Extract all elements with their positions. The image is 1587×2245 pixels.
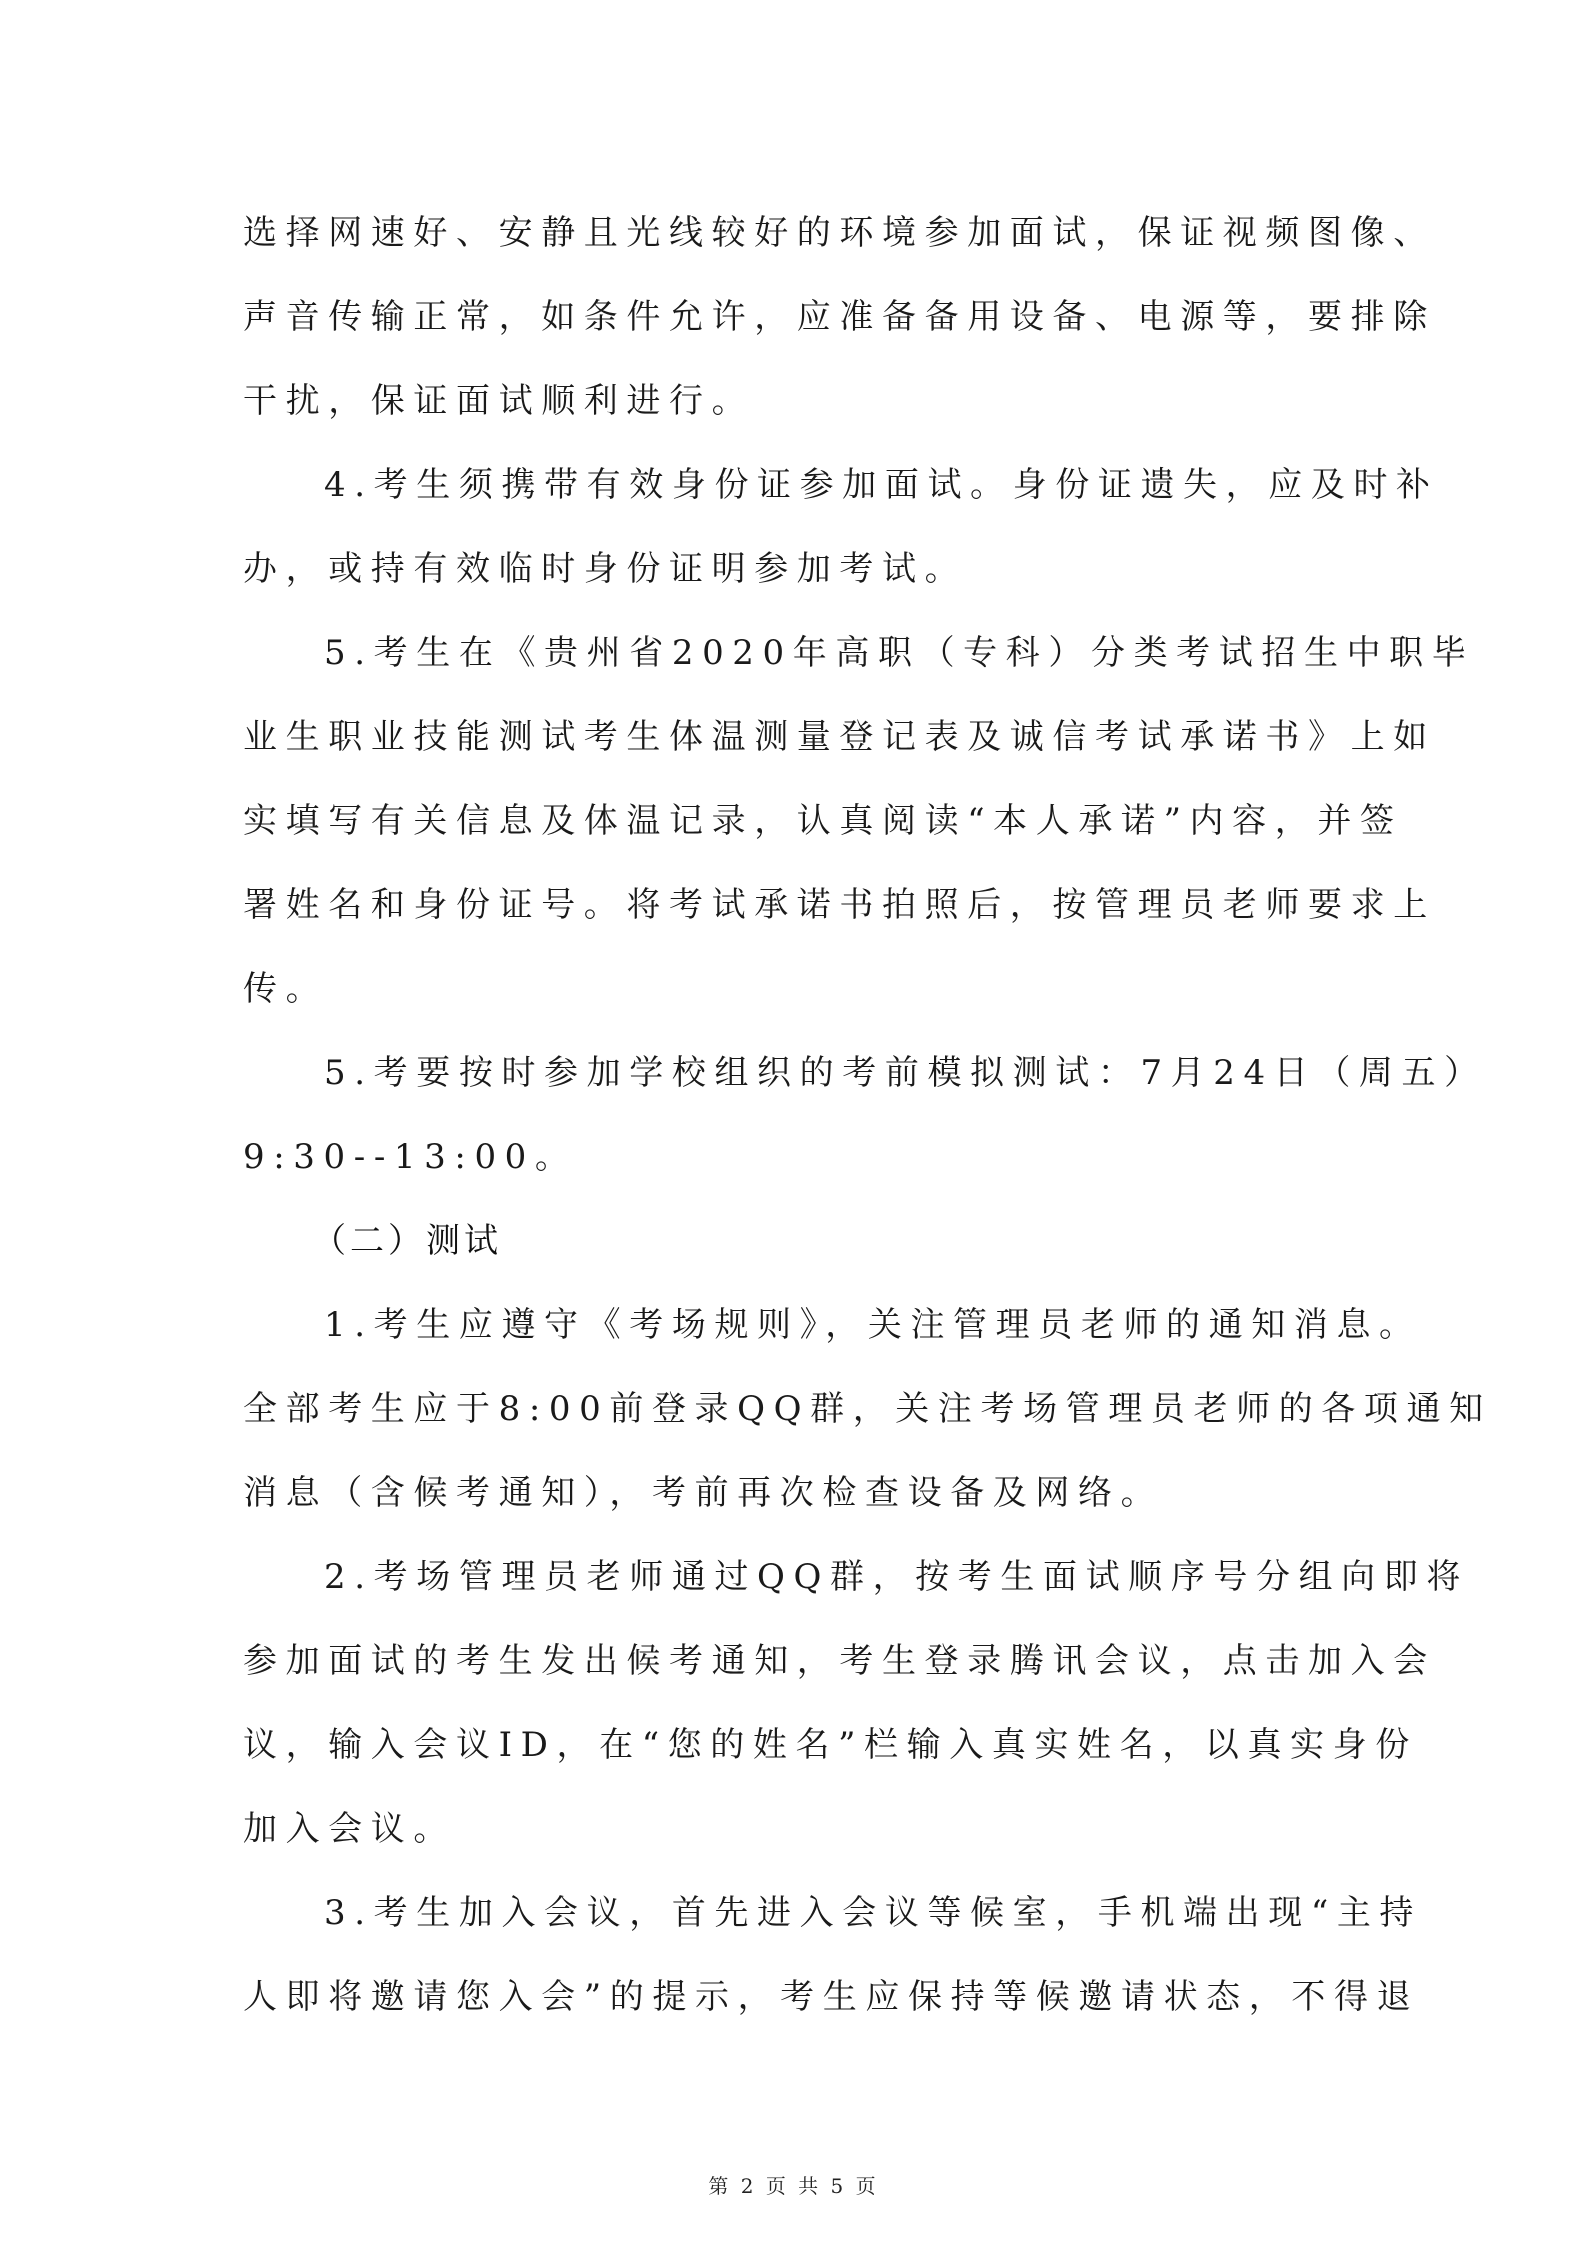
text-line: 3.考生加入会议，首先进入会议等候室，手机端出现“主持 [324,1893,1423,1933]
page-number: 第 2 页 共 5 页 [708,2174,879,2198]
text-line: 署姓名和身份证号。将考试承诺书拍照后，按管理员老师要求上 [243,885,1436,925]
text-line: 4.考生须携带有效身份证参加面试。身份证遗失，应及时补 [324,465,1439,505]
text-line: 实填写有关信息及体温记录，认真阅读“本人承诺”内容，并签 [243,801,1403,841]
text-line: 干扰，保证面试顺利进行。 [243,381,755,421]
text-line: 消息（含候考通知），考前再次检查设备及网络。 [243,1473,1164,1513]
text-line: 参加面试的考生发出候考通知，考生登录腾讯会议，点击加入会 [243,1641,1436,1681]
text-line: 2.考场管理员老师通过QQ群，按考生面试顺序号分组向即将 [324,1557,1469,1597]
text-line: 9:30--13:00。 [243,1137,578,1177]
text-line: 1.考生应遵守《考场规则》，关注管理员老师的通知消息。 [324,1305,1422,1345]
text-line: 办，或持有效临时身份证明参加考试。 [243,549,968,589]
text-line: 5.考生在《贵州省2020年高职（专科）分类考试招生中职毕 [324,633,1475,673]
text-line: 加入会议。 [243,1809,456,1849]
section-heading: （二）测试 [312,1221,502,1261]
text-line: 选择网速好、安静且光线较好的环境参加面试，保证视频图像、 [243,213,1436,253]
text-line: 传。 [243,969,329,1009]
text-line: 业生职业技能测试考生体温测量登记表及诚信考试承诺书》上如 [243,717,1436,757]
text-line: 声音传输正常，如条件允许，应准备备用设备、电源等，要排除 [243,297,1436,337]
text-line: 5.考要按时参加学校组织的考前模拟测试：7月24日（周五） [324,1053,1487,1093]
text-line: 人即将邀请您入会”的提示，考生应保持等候邀请状态，不得退 [243,1977,1420,2017]
text-line: 全部考生应于8:00前登录QQ群，关注考场管理员老师的各项通知 [243,1389,1492,1429]
text-line: 议，输入会议ID，在“您的姓名”栏输入真实姓名，以真实身份 [243,1725,1418,1765]
